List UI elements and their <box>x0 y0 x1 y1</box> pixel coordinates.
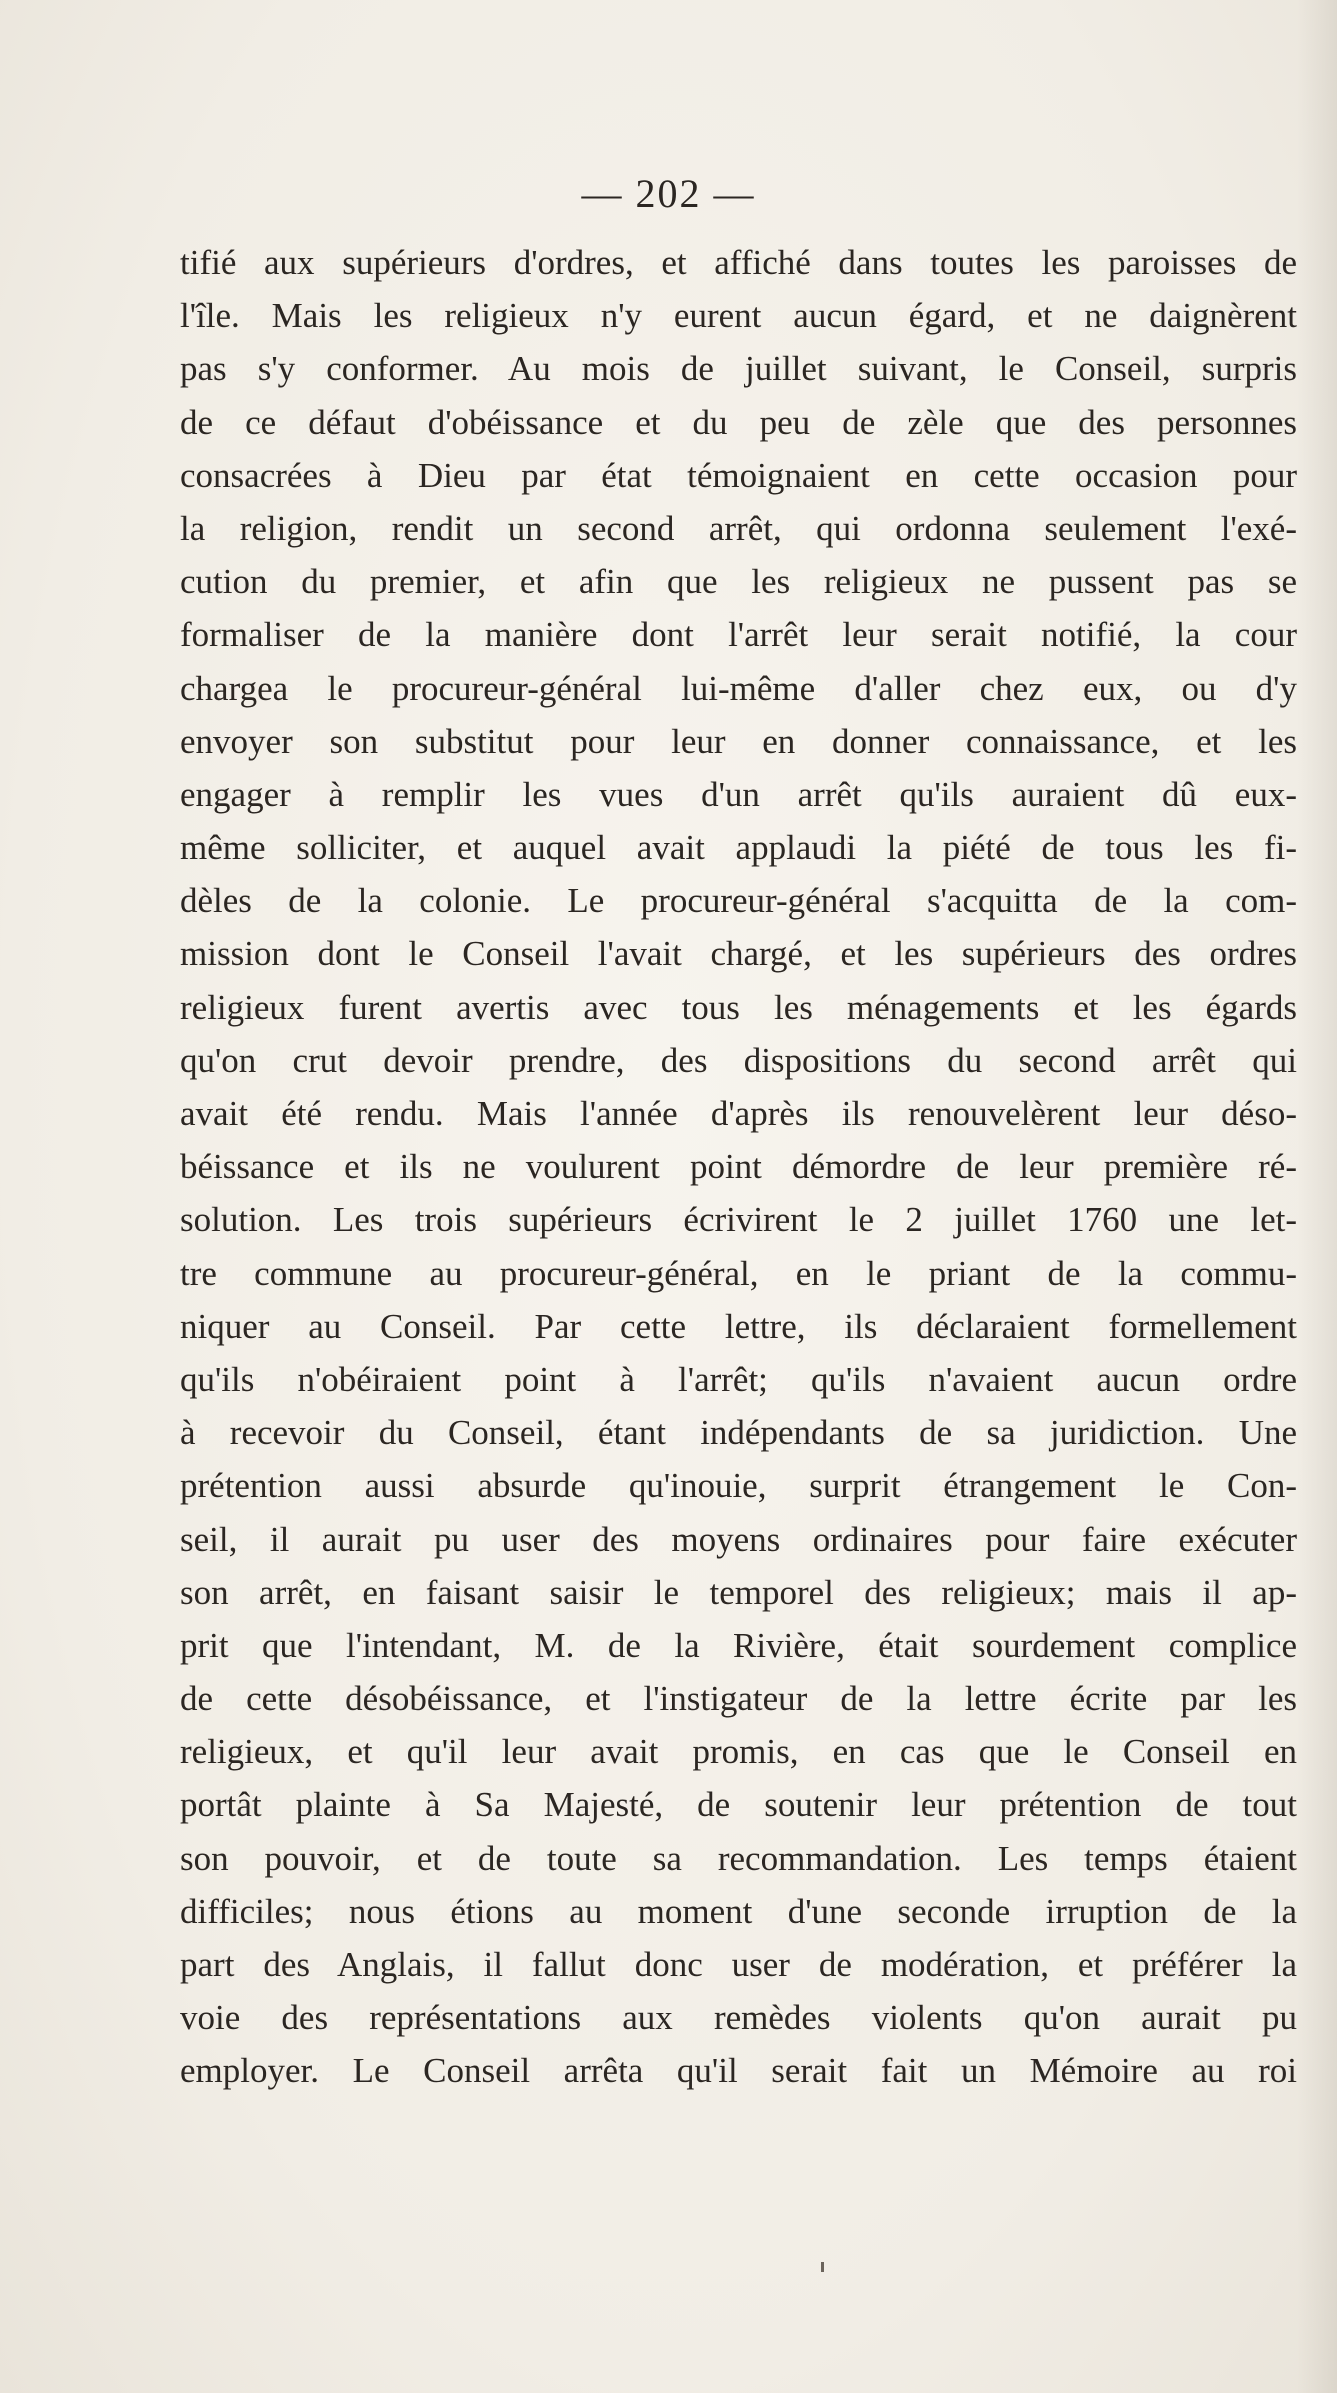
text-line: béissance et ils ne voulurent point démordre de leur première ré- <box>180 1147 1297 1187</box>
body-text <box>180 236 1297 2098</box>
page-edge-shadow <box>1297 0 1337 2393</box>
text-line: prétention aussi absurde qu'inouie, surprit étrangement le Con- <box>180 1466 1297 1506</box>
text-line: consacrées à Dieu par état témoignaient en cette occasion pour <box>180 455 1297 495</box>
text-line: religieux furent avertis avec tous les ménagements et les égards <box>180 987 1297 1027</box>
text-line: qu'on crut devoir prendre, des dispositions du second arrêt qui <box>180 1040 1297 1080</box>
text-line: de cette désobéissance, et l'instigateur de la lettre écrite par les <box>180 1679 1297 1719</box>
text-line: solution. Les trois supérieurs écrivirent le 2 juillet 1760 une let- <box>180 1200 1297 1240</box>
print-mark <box>821 2262 824 2272</box>
text-line: pas s'y conformer. Au mois de juillet suivant, le Conseil, surpris <box>180 349 1297 389</box>
text-line: formaliser de la manière dont l'arrêt leur serait notifié, la cour <box>180 615 1297 655</box>
page-number: — 202 — <box>581 171 756 216</box>
text-line: la religion, rendit un second arrêt, qui ordonna seulement l'exé- <box>180 508 1297 548</box>
text-line: dèles de la colonie. Le procureur-général s'acquitta de la com- <box>180 881 1297 921</box>
text-line: part des Anglais, il fallut donc user de modération, et préférer la <box>180 1945 1297 1984</box>
text-line: difficiles; nous étions au moment d'une seconde irruption de la <box>180 1891 1297 1931</box>
text-line: qu'ils n'obéiraient point à l'arrêt; qu'ils n'avaient aucun ordre <box>180 1359 1297 1399</box>
text-line: son arrêt, en faisant saisir le temporel des religieux; mais il ap- <box>180 1572 1297 1612</box>
text-line: cution du premier, et afin que les religieux ne pussent pas se <box>180 562 1297 602</box>
text-line: niquer au Conseil. Par cette lettre, ils déclaraient formellement <box>180 1306 1297 1346</box>
text-line: prit que l'intendant, M. de la Rivière, était sourdement complice <box>180 1625 1297 1665</box>
text-line: seil, il aurait pu user des moyens ordinaires pour faire exécuter <box>180 1519 1297 1559</box>
text-line: tifié aux supérieurs d'ordres, et affiché dans toutes les paroisses de <box>180 243 1297 282</box>
text-line: envoyer son substitut pour leur en donner connaissance, et les <box>180 721 1297 761</box>
text-line: tre commune au procureur-général, en le priant de la commu- <box>180 1253 1297 1293</box>
text-line: chargea le procureur-général lui-même d'aller chez eux, ou d'y <box>180 668 1297 708</box>
text-line: son pouvoir, et de toute sa recommandation. Les temps étaient <box>180 1838 1297 1878</box>
text-line: religieux, et qu'il leur avait promis, en cas que le Conseil en <box>180 1732 1297 1772</box>
text-line: de ce défaut d'obéissance et du peu de zèle que des personnes <box>180 402 1297 442</box>
text-line: même solliciter, et auquel avait applaudi la piété de tous les fi- <box>180 828 1297 868</box>
text-line: portât plainte à Sa Majesté, de soutenir leur prétention de tout <box>180 1785 1297 1825</box>
text-line: à recevoir du Conseil, étant indépendants de sa juridiction. Une <box>180 1413 1297 1453</box>
text-line: avait été rendu. Mais l'année d'après ils renouvelèrent leur déso- <box>180 1094 1297 1133</box>
text-line: voie des représentations aux remèdes violents qu'on aurait pu <box>180 1998 1297 2038</box>
text-line: mission dont le Conseil l'avait chargé, et les supérieurs des ordres <box>180 934 1297 974</box>
text-line: engager à remplir les vues d'un arrêt qu'ils auraient dû eux- <box>180 774 1297 814</box>
text-line: employer. Le Conseil arrêta qu'il serait fait un Mémoire au roi <box>180 2051 1297 2091</box>
text-line: l'île. Mais les religieux n'y eurent aucun égard, et ne daignèrent <box>180 296 1297 336</box>
